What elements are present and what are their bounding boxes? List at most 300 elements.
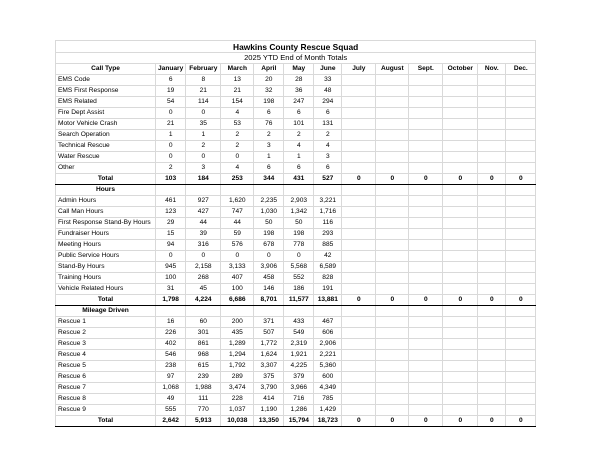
table-row-cell: 4 — [221, 108, 254, 119]
table-row-label: Rescue 9 — [56, 405, 156, 416]
table-row-cell — [506, 328, 536, 339]
table-row — [56, 251, 536, 262]
table-row-cell — [409, 86, 443, 97]
table-row-cell — [506, 218, 536, 229]
table-row-cell — [342, 284, 376, 295]
table-row — [56, 196, 536, 207]
table-row-cell — [506, 394, 536, 405]
table-row-cell: 45 — [186, 284, 221, 295]
table-row-cell — [478, 328, 506, 339]
table-row-cell — [506, 152, 536, 163]
total-row-cell: 527 — [314, 174, 342, 185]
table-row-label: Call Man Hours — [56, 207, 156, 218]
table-row-cell — [376, 361, 409, 372]
table-row-cell: 0 — [221, 251, 254, 262]
table-row-cell — [443, 86, 478, 97]
table-row-cell: 154 — [221, 97, 254, 108]
title-row — [56, 41, 536, 53]
table-row-cell: 53 — [221, 119, 254, 130]
table-row-cell — [376, 119, 409, 130]
table-row-cell — [409, 130, 443, 141]
table-row-cell — [506, 163, 536, 174]
table-row-cell: 0 — [186, 108, 221, 119]
table-row-cell — [506, 251, 536, 262]
section-heading-cell — [156, 306, 186, 317]
table-row-cell: 60 — [186, 317, 221, 328]
table-row-cell — [342, 262, 376, 273]
table-row-cell: 131 — [314, 119, 342, 130]
table-row-cell: 770 — [186, 405, 221, 416]
table-row — [56, 394, 536, 405]
table-row-cell: 301 — [186, 328, 221, 339]
table-row-cell: 1,037 — [221, 405, 254, 416]
table-row-cell — [376, 317, 409, 328]
month-header: October — [443, 64, 478, 75]
table-row-cell — [409, 394, 443, 405]
table-row-cell — [376, 273, 409, 284]
table-row-cell — [376, 383, 409, 394]
table-row-cell — [376, 284, 409, 295]
table-row-cell — [376, 97, 409, 108]
table-row-cell: 3 — [254, 141, 284, 152]
table-row-cell — [409, 262, 443, 273]
table-row-label: Rescue 2 — [56, 328, 156, 339]
table-row-cell: 59 — [221, 229, 254, 240]
table-row-cell: 316 — [186, 240, 221, 251]
table-row-cell — [443, 108, 478, 119]
table-row-cell: 289 — [221, 372, 254, 383]
table-row-cell: 123 — [156, 207, 186, 218]
total-row — [56, 416, 536, 427]
table-row-cell: 552 — [284, 273, 314, 284]
table-row-cell: 200 — [221, 317, 254, 328]
table-row-cell: 1 — [254, 152, 284, 163]
table-row-cell: 4 — [221, 163, 254, 174]
section-heading-cell — [314, 306, 342, 317]
table-row-cell: 2,903 — [284, 196, 314, 207]
table-row-cell: 0 — [186, 152, 221, 163]
table-row-cell — [376, 196, 409, 207]
table-row — [56, 152, 536, 163]
table-row-cell — [376, 240, 409, 251]
section-heading-label: Mileage Driven — [56, 306, 156, 317]
table-row-cell: 2,158 — [186, 262, 221, 273]
total-row-cell: 0 — [506, 416, 536, 427]
table-row-cell — [376, 130, 409, 141]
table-row-cell — [506, 405, 536, 416]
table-row-cell — [443, 97, 478, 108]
table-row-cell: 5,568 — [284, 262, 314, 273]
total-row-cell: 1,798 — [156, 295, 186, 306]
table-row-cell: 4,349 — [314, 383, 342, 394]
table-row-cell: 507 — [254, 328, 284, 339]
table-row-label: Fundraiser Hours — [56, 229, 156, 240]
table-row-cell — [342, 86, 376, 97]
table-row-cell: 1,030 — [254, 207, 284, 218]
table-row-cell: 402 — [156, 339, 186, 350]
table-row-cell: 247 — [284, 97, 314, 108]
table-row-cell — [506, 372, 536, 383]
table-row-label: Rescue 7 — [56, 383, 156, 394]
total-row-cell: 10,038 — [221, 416, 254, 427]
table-row-cell: 433 — [284, 317, 314, 328]
table-row-cell: 678 — [254, 240, 284, 251]
table-row-cell: 114 — [186, 97, 221, 108]
total-row-cell: 0 — [478, 174, 506, 185]
table-row-cell: 3,966 — [284, 383, 314, 394]
table-row-cell — [443, 361, 478, 372]
total-row-cell: 0 — [409, 295, 443, 306]
table-row-cell — [409, 97, 443, 108]
table-row-cell: 186 — [284, 284, 314, 295]
table-row-cell — [342, 152, 376, 163]
table-row-cell — [506, 284, 536, 295]
month-header: January — [156, 64, 186, 75]
section-heading-cell — [506, 306, 536, 317]
table-row-cell: 97 — [156, 372, 186, 383]
section-heading-label: Hours — [56, 185, 156, 196]
table-row-cell — [409, 240, 443, 251]
section-heading-cell — [284, 185, 314, 196]
table-row-cell: 4 — [314, 141, 342, 152]
table-row-cell — [443, 163, 478, 174]
month-header: July — [342, 64, 376, 75]
table-row-cell — [443, 229, 478, 240]
total-row-cell: 4,224 — [186, 295, 221, 306]
table-row — [56, 361, 536, 372]
table-row-cell: 0 — [156, 108, 186, 119]
table-row-cell — [506, 240, 536, 251]
table-row-cell: 1,342 — [284, 207, 314, 218]
table-row-cell — [342, 317, 376, 328]
table-row-cell: 2,221 — [314, 350, 342, 361]
total-row — [56, 295, 536, 306]
table-row-label: Vehicle Related Hours — [56, 284, 156, 295]
table-row-cell: 2 — [254, 130, 284, 141]
table-row-cell: 375 — [254, 372, 284, 383]
table-row — [56, 284, 536, 295]
table-row-cell — [443, 328, 478, 339]
table-row-cell — [376, 350, 409, 361]
table-row-cell: 20 — [254, 75, 284, 86]
total-row-cell: 0 — [443, 174, 478, 185]
table-row-cell: 33 — [314, 75, 342, 86]
table-row-cell — [342, 240, 376, 251]
table-row-cell — [478, 251, 506, 262]
sheet-subtitle: 2025 YTD End of Month Totals — [56, 53, 536, 64]
table-row-cell — [342, 361, 376, 372]
section-heading-cell — [342, 185, 376, 196]
table-row — [56, 372, 536, 383]
table-row-cell: 546 — [156, 350, 186, 361]
table-row-cell — [409, 196, 443, 207]
table-row-cell — [376, 108, 409, 119]
table-row-cell: 3 — [186, 163, 221, 174]
table-row-cell — [376, 405, 409, 416]
table-row-cell: 885 — [314, 240, 342, 251]
month-header: March — [221, 64, 254, 75]
table-row-label: Admin Hours — [56, 196, 156, 207]
table-row-label: Rescue 3 — [56, 339, 156, 350]
table-row-cell — [409, 207, 443, 218]
table-row-cell: 778 — [284, 240, 314, 251]
table-row-cell — [376, 339, 409, 350]
table-row-cell: 39 — [186, 229, 221, 240]
table-row-cell: 0 — [156, 141, 186, 152]
table-row-cell — [506, 97, 536, 108]
table-row-cell — [443, 405, 478, 416]
total-row-cell: 103 — [156, 174, 186, 185]
table-row-cell: 968 — [186, 350, 221, 361]
table-row-cell: 1,620 — [221, 196, 254, 207]
table-row-cell: 32 — [254, 86, 284, 97]
total-row-cell: 0 — [443, 295, 478, 306]
total-row-cell: 0 — [506, 295, 536, 306]
table-row-cell: 555 — [156, 405, 186, 416]
table-row-cell — [443, 350, 478, 361]
table-row-cell: 828 — [314, 273, 342, 284]
table-row — [56, 262, 536, 273]
total-row-cell: 0 — [376, 295, 409, 306]
table-row-cell — [506, 108, 536, 119]
table-row-cell: 785 — [314, 394, 342, 405]
table-row-cell — [342, 196, 376, 207]
table-row-cell: 3,790 — [254, 383, 284, 394]
table-row-cell: 6 — [284, 108, 314, 119]
table-row-cell: 2,235 — [254, 196, 284, 207]
table-row-cell: 6,589 — [314, 262, 342, 273]
table-row-cell: 435 — [221, 328, 254, 339]
table-row-cell — [443, 284, 478, 295]
table-row-cell — [342, 273, 376, 284]
table-row-cell — [478, 108, 506, 119]
month-header: April — [254, 64, 284, 75]
total-row-cell: 13,350 — [254, 416, 284, 427]
month-header: February — [186, 64, 221, 75]
table-row-cell: 2,319 — [284, 339, 314, 350]
total-row-cell: 0 — [376, 174, 409, 185]
table-row-cell: 2 — [314, 130, 342, 141]
table-row — [56, 273, 536, 284]
section-heading-cell — [186, 306, 221, 317]
table-row-cell: 19 — [156, 86, 186, 97]
table-row-cell: 1,988 — [186, 383, 221, 394]
table-row-cell: 576 — [221, 240, 254, 251]
table-row-cell: 0 — [156, 152, 186, 163]
table-row-cell: 13 — [221, 75, 254, 86]
table-row-cell — [506, 383, 536, 394]
table-row-cell — [376, 86, 409, 97]
table-row-cell — [478, 75, 506, 86]
table-row-cell — [342, 97, 376, 108]
table-row-cell: 21 — [156, 119, 186, 130]
table-row-cell — [443, 251, 478, 262]
table-row-cell — [376, 141, 409, 152]
table-row-cell — [342, 405, 376, 416]
table-row-cell — [342, 108, 376, 119]
table-row-cell — [478, 372, 506, 383]
table-row-cell — [478, 317, 506, 328]
table-row-cell: 36 — [284, 86, 314, 97]
table-row — [56, 86, 536, 97]
section-heading-cell — [186, 185, 221, 196]
total-row-cell: 184 — [186, 174, 221, 185]
table-row-cell — [478, 229, 506, 240]
table-row-cell: 6 — [254, 108, 284, 119]
table-row — [56, 75, 536, 86]
table-row-label: Water Rescue — [56, 152, 156, 163]
table-row-cell — [342, 130, 376, 141]
table-row-cell: 94 — [156, 240, 186, 251]
total-row-label: Total — [56, 295, 156, 306]
table-row-cell: 4 — [284, 141, 314, 152]
total-row-cell: 0 — [376, 416, 409, 427]
total-row-cell: 0 — [342, 295, 376, 306]
table-row-cell: 467 — [314, 317, 342, 328]
table-row-label: EMS First Response — [56, 86, 156, 97]
table-row-cell: 238 — [156, 361, 186, 372]
table-row-label: EMS Related — [56, 97, 156, 108]
table-row-cell — [409, 350, 443, 361]
table-row-cell: 16 — [156, 317, 186, 328]
section-heading — [56, 306, 536, 317]
table-row — [56, 141, 536, 152]
table-row-cell — [443, 262, 478, 273]
total-row-cell: 6,686 — [221, 295, 254, 306]
table-row-cell — [342, 328, 376, 339]
table-row-cell: 1,624 — [254, 350, 284, 361]
section-heading-cell — [506, 185, 536, 196]
table-row-cell — [478, 152, 506, 163]
table-row-cell — [342, 119, 376, 130]
section-heading-cell — [156, 185, 186, 196]
table-row-cell: 1,921 — [284, 350, 314, 361]
total-row-cell: 344 — [254, 174, 284, 185]
table-row — [56, 97, 536, 108]
table-row — [56, 350, 536, 361]
totals-table — [55, 40, 536, 427]
section-heading-cell — [409, 185, 443, 196]
table-row-cell — [376, 163, 409, 174]
table-row-cell — [478, 262, 506, 273]
table-row-label: Public Service Hours — [56, 251, 156, 262]
header-row — [56, 64, 536, 75]
table-row-cell — [409, 328, 443, 339]
month-header: Sept. — [409, 64, 443, 75]
table-row-cell: 35 — [186, 119, 221, 130]
table-row-cell: 31 — [156, 284, 186, 295]
table-row-cell: 2 — [221, 141, 254, 152]
table-row — [56, 108, 536, 119]
table-row-cell: 1,289 — [221, 339, 254, 350]
table-row-cell — [478, 394, 506, 405]
table-row-cell — [478, 196, 506, 207]
table-row-cell: 268 — [186, 273, 221, 284]
table-row-cell — [376, 218, 409, 229]
table-row-cell: 427 — [186, 207, 221, 218]
total-row-cell: 0 — [409, 416, 443, 427]
section-heading-cell — [443, 306, 478, 317]
section-heading-cell — [284, 306, 314, 317]
month-header: Dec. — [506, 64, 536, 75]
table-row — [56, 163, 536, 174]
table-row-cell: 294 — [314, 97, 342, 108]
table-row-cell — [443, 218, 478, 229]
table-row-cell — [506, 196, 536, 207]
table-row-cell — [506, 273, 536, 284]
table-row — [56, 229, 536, 240]
table-row — [56, 317, 536, 328]
table-row-cell — [342, 372, 376, 383]
table-row-cell: 600 — [314, 372, 342, 383]
table-row-cell — [478, 240, 506, 251]
total-row-cell: 8,701 — [254, 295, 284, 306]
table-row — [56, 119, 536, 130]
table-row-cell — [376, 394, 409, 405]
table-row-cell: 111 — [186, 394, 221, 405]
table-row-cell: 0 — [284, 251, 314, 262]
table-row-cell: 2 — [186, 141, 221, 152]
table-row-label: Rescue 6 — [56, 372, 156, 383]
table-row-cell — [478, 405, 506, 416]
table-row-cell — [506, 317, 536, 328]
table-row-label: EMS Code — [56, 75, 156, 86]
table-row-cell: 945 — [156, 262, 186, 273]
table-row-cell: 42 — [314, 251, 342, 262]
section-heading-cell — [376, 185, 409, 196]
table-row-cell — [376, 372, 409, 383]
table-row-cell — [443, 119, 478, 130]
table-row — [56, 383, 536, 394]
table-row-cell: 747 — [221, 207, 254, 218]
table-row-cell: 5,360 — [314, 361, 342, 372]
table-row-cell: 927 — [186, 196, 221, 207]
table-row-cell: 2 — [284, 130, 314, 141]
table-row-cell — [342, 207, 376, 218]
table-row-cell — [478, 86, 506, 97]
table-row-cell: 146 — [254, 284, 284, 295]
table-row-cell — [409, 383, 443, 394]
table-row-label: First Response Stand-By Hours — [56, 218, 156, 229]
total-row-cell: 13,881 — [314, 295, 342, 306]
table-row-label: Meeting Hours — [56, 240, 156, 251]
table-row-cell — [478, 383, 506, 394]
table-row-cell — [342, 339, 376, 350]
table-row-cell: 1 — [186, 130, 221, 141]
table-row-cell: 48 — [314, 86, 342, 97]
table-row-cell: 44 — [186, 218, 221, 229]
table-row-cell: 1 — [284, 152, 314, 163]
table-row-cell: 1,792 — [221, 361, 254, 372]
table-row-cell — [342, 394, 376, 405]
section-heading-cell — [478, 185, 506, 196]
table-row-cell — [409, 152, 443, 163]
table-row-cell — [478, 273, 506, 284]
table-row — [56, 328, 536, 339]
table-row-cell — [506, 141, 536, 152]
total-row-cell: 0 — [342, 174, 376, 185]
table-row-cell: 21 — [221, 86, 254, 97]
section-heading-cell — [254, 185, 284, 196]
table-row-cell: 1,429 — [314, 405, 342, 416]
table-row-cell — [376, 251, 409, 262]
total-row-cell: 15,794 — [284, 416, 314, 427]
table-row-cell: 293 — [314, 229, 342, 240]
table-row-cell: 6 — [284, 163, 314, 174]
table-row-cell — [409, 405, 443, 416]
table-row-cell — [443, 240, 478, 251]
table-row-cell — [478, 163, 506, 174]
